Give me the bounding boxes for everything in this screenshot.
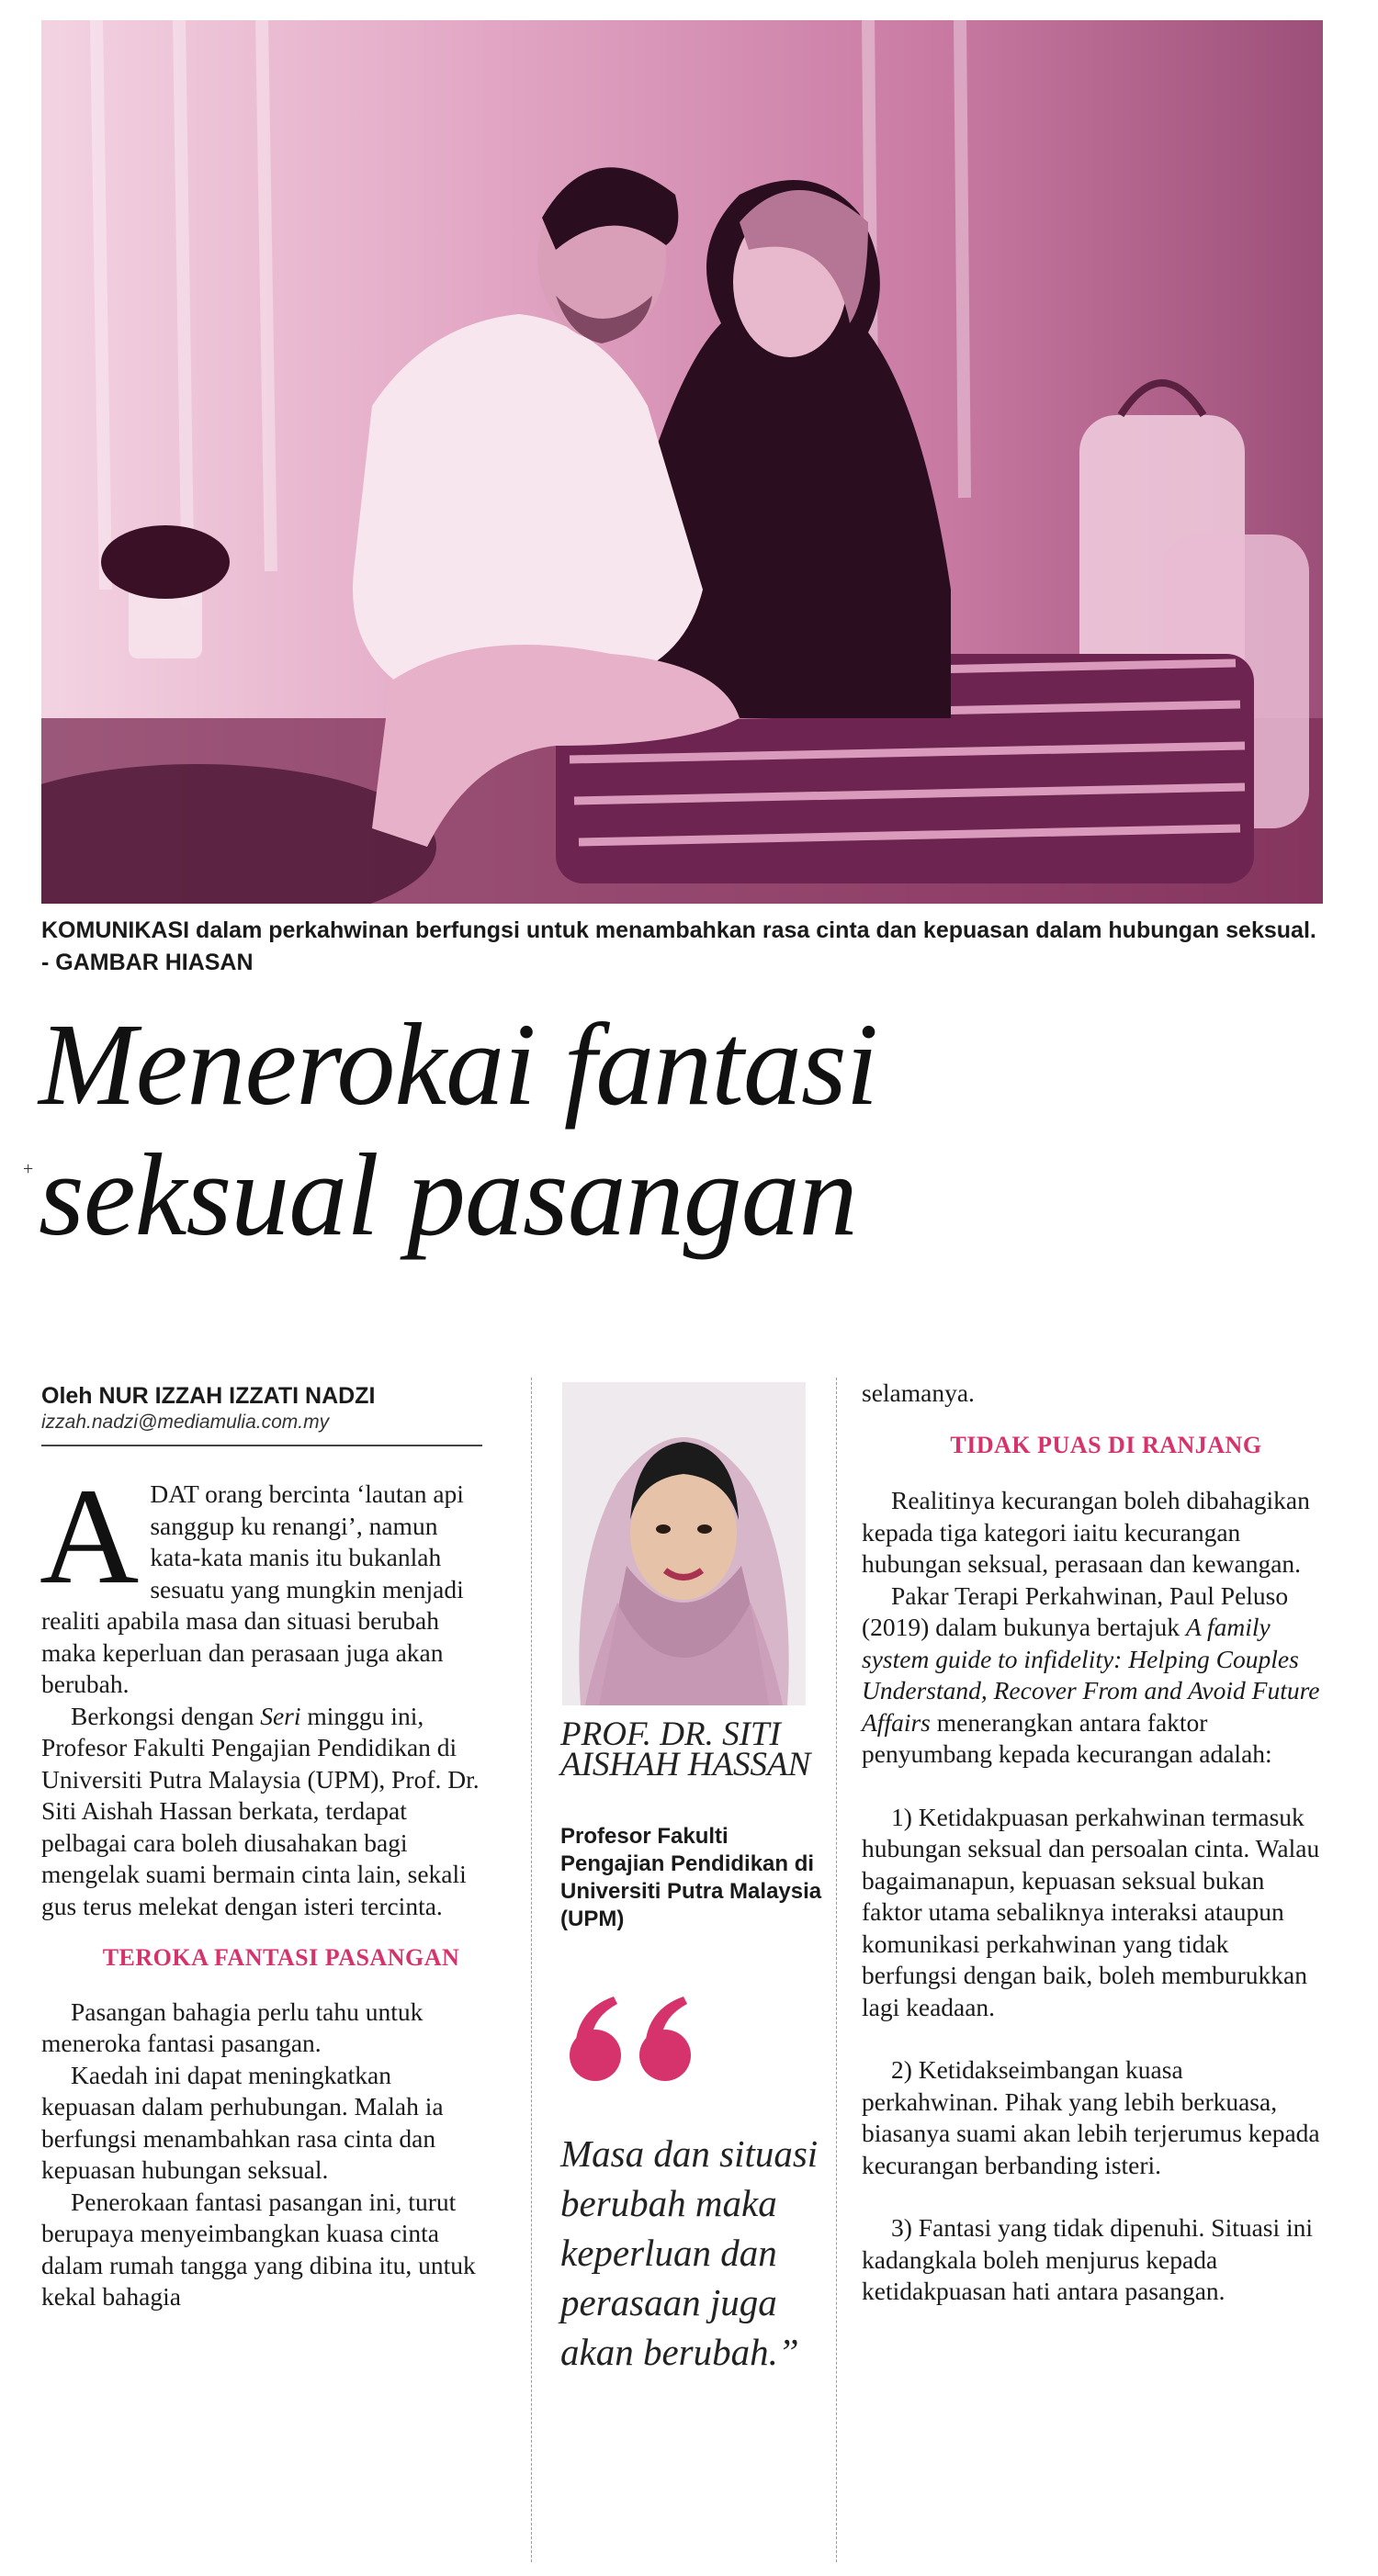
headline-line-1: Menerokai fantasi: [39, 999, 878, 1130]
pull-quote: Masa dan situasi berubah maka keperluan dan perasaan juga akan berubah.”: [560, 2132, 819, 2373]
column3-paragraph-2-text-a: Pakar Terapi Perkahwinan, Paul Peluso (2019) dalam bukunya bertajuk: [862, 1580, 1289, 1641]
article-column-3: [862, 1378, 1321, 2308]
portrait-illustration: [562, 1382, 806, 1705]
profile-name: PROF. DR. SITI AISHAH HASSAN: [560, 1715, 811, 1783]
author-name: Oleh NUR IZZAH IZZATI NADZI: [41, 1383, 376, 1409]
column3-paragraph-2: [862, 1580, 1321, 1771]
drop-cap: A: [40, 1460, 140, 1613]
registration-mark: +: [23, 1159, 34, 1179]
article-column-1: [40, 1460, 491, 2313]
photo-caption: [41, 915, 1323, 979]
intro-paragraph: [40, 1460, 491, 1701]
byline-rule: [41, 1445, 482, 1446]
column3-paragraph-2-text-b: menerangkan antara faktor penyumbang kepada kecurangan adalah:: [862, 1707, 1272, 1768]
book-title: A family system guide to infidelity: Helping Couples Understand, Recover From and Avoid Future Affairs: [862, 1613, 1320, 1737]
intro-text: DAT orang bercinta ‘lautan api sanggup ku renangi’, namun kata-kata manis itu bukanlah sesuatu yang mungkin menjadi realiti apabila masa dan situasi berubah maka keperluan dan perasaan juga akan berubah.: [41, 1479, 464, 1698]
paragraph-2-text-a: Berkongsi dengan: [71, 1701, 261, 1730]
subheading-tidak-puas: TIDAK PUAS DI RANJANG: [950, 1431, 1262, 1458]
column-divider-right: [836, 1378, 837, 2562]
paragraph-2: [41, 1701, 491, 1923]
profile-title: Profesor Fakulti Pengajian Pendidikan di Universiti Putra Malaysia (UPM): [560, 1824, 822, 1931]
byline: [41, 1382, 482, 1446]
subheading-teroka: TEROKA FANTASI PASANGAN: [102, 1944, 460, 1971]
continued-text: selamanya.: [862, 1378, 975, 1407]
quotation-mark-icon: [557, 1991, 704, 2083]
paragraph-4: Kaedah ini dapat meningkatkan kepuasan dalam perhubungan. Malah ia berfungsi menambahkan rasa cinta dan kepuasan hubungan seksual.: [41, 2060, 444, 2184]
caption-lead: KOMUNIKASI: [41, 917, 190, 943]
paragraph-3: Pasangan bahagia perlu tahu untuk meneroka fantasi pasangan.: [41, 1997, 424, 2057]
headline-line-2: seksual pasangan: [39, 1130, 857, 1260]
column-divider-left: [531, 1378, 532, 2562]
author-portrait: [562, 1382, 806, 1705]
caption-text: dalam perkahwinan berfungsi untuk menambahkan rasa cinta dan kepuasan dalam hubungan seksual. - GAMBAR HIASAN: [41, 917, 1316, 975]
headline: [39, 999, 1306, 1260]
paragraph-5: Penerokaan fantasi pasangan ini, turut berupaya menyeimbangkan kuasa cinta dalam rumah tangga yang dibina itu, untuk kekal bahagia: [41, 2187, 476, 2311]
point-3: 3) Fantasi yang tidak dipenuhi. Situasi ini kadangkala boleh menjurus kepada ketidakpuasan hati antara pasangan.: [862, 2213, 1314, 2305]
author-email[interactable]: izzah.nadzi@mediamulia.com.my: [41, 1412, 330, 1433]
couple-illustration: [41, 20, 1323, 904]
article-photo: [41, 20, 1323, 904]
point-2: 2) Ketidakseimbangan kuasa perkahwinan. Pihak yang lebih berkuasa, biasanya suami akan lebih terjerumus kepada kecurangan berbanding isteri.: [862, 2055, 1320, 2179]
paragraph-2-text-b: minggu ini, Profesor Fakulti Pengajian Pendidikan di Universiti Putra Malaysia (UPM), Prof. Dr. Siti Aishah Hassan berkata, terdapat pelbagai cara boleh diusahakan bagi mengelak suami bermain cinta lain, sekali gus terus melekat dengan isteri tercinta.: [41, 1701, 480, 1920]
paragraph-2-emphasis: Seri: [260, 1701, 301, 1730]
point-1: 1) Ketidakpuasan perkahwinan termasuk hubungan seksual dan persoalan cinta. Walau bagaimanapun, kepuasan seksual bukan faktor utama sebaliknya interaksi ataupun komunikasi perkahwinan yang tidak berfungsi dengan baik, boleh memburukkan lagi keadaan.: [862, 1802, 1320, 2021]
column3-paragraph-1: Realitinya kecurangan boleh dibahagikan kepada tiga kategori iaitu kecurangan hubungan seksual, perasaan dan kewangan.: [862, 1486, 1310, 1578]
